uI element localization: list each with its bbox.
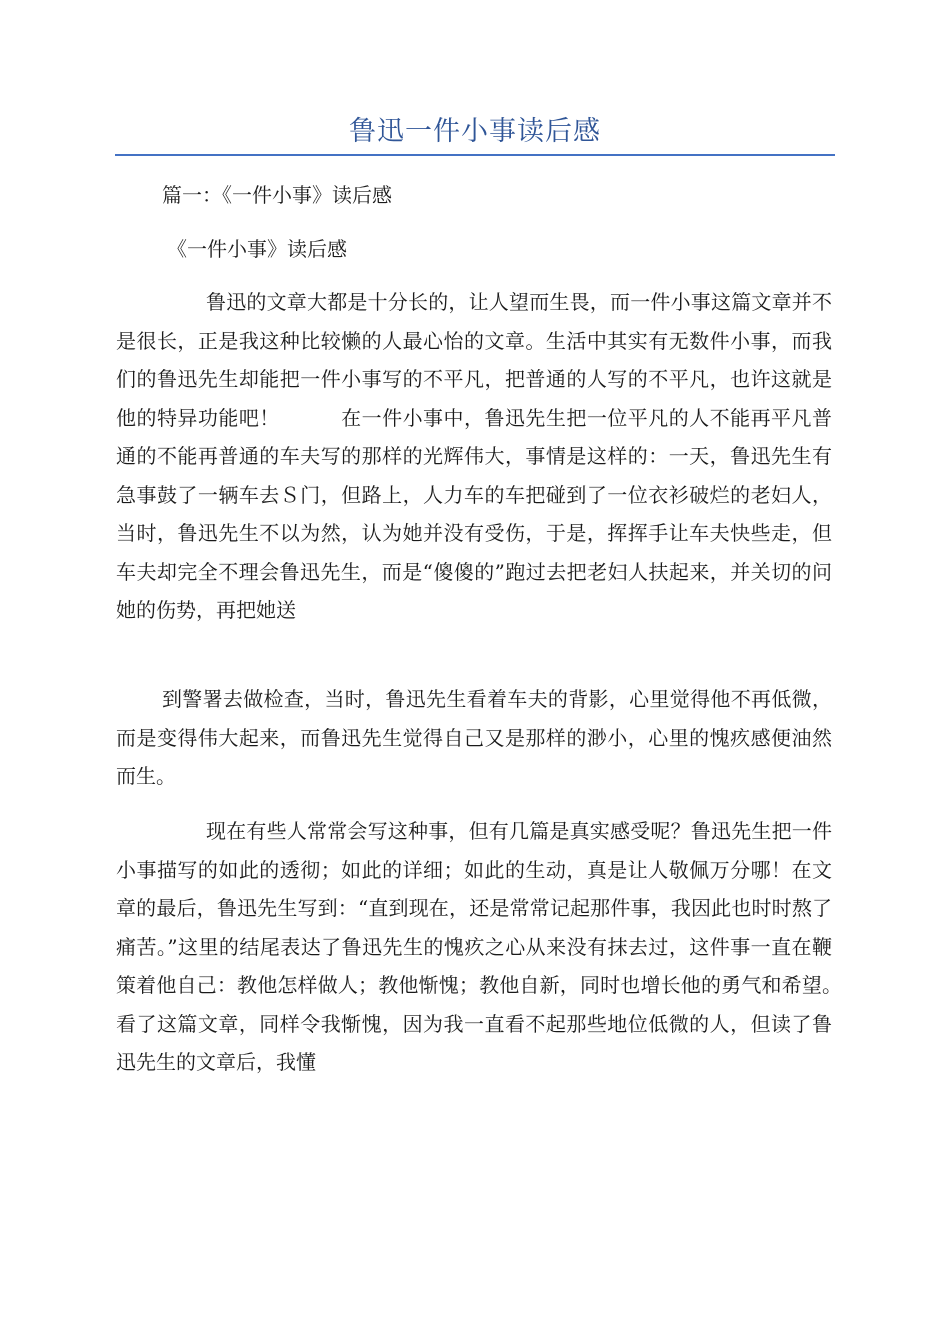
body-paragraph-2: 到警署去做检查，当时，鲁迅先生看着车夫的背影，心里觉得他不再低微，而是变得伟大起来，而鲁迅先生觉得自己又是那样的渺小，心里的愧疚感便油然而生。 bbox=[116, 687, 832, 788]
title-underline bbox=[115, 154, 835, 156]
sub-heading: 《一件小事》读后感 bbox=[167, 237, 347, 261]
body-paragraph-1: 鲁迅的文章大都是十分长的，让人望而生畏，而一件小事这篇文章并不是很长，正是我这种比较懒的人最心怡的文章。生活中其实有无数件小事，而我们的鲁迅先生却能把一件小事写的不平凡，把普通的人写的不平凡，也许这就是他的特异功能吧！ 在一件小事中，鲁迅先生把一位平凡的人不能再平凡普通的不能再普通的车夫写的那样的光辉伟大，事情是这样的：一天，鲁迅先生有急事鼓了一辆车去Ｓ门，但路上，人力车的车把碰到了一位衣衫破烂的老妇人，当时，鲁迅先生不以为然，认为她并没有受伤，于是，挥挥手让车夫快些走，但车夫却完全不理会鲁迅先生，而是“傻傻的”跑过去把老妇人扶起来，并关切的问她的伤势，再把她送 bbox=[116, 290, 832, 622]
document-title: 鲁迅一件小事读后感 bbox=[349, 116, 601, 147]
section-heading: 篇一：《一件小事》读后感 bbox=[162, 183, 392, 207]
body-paragraph-3: 现在有些人常常会写这种事，但有几篇是真实感受呢？鲁迅先生把一件小事描写的如此的透彻；如此的详细；如此的生动，真是让人敬佩万分哪！在文章的最后，鲁迅先生写到：“直到现在，还是常常记起那件事，我因此也时时熬了痛苦。”这里的结尾表达了鲁迅先生的愧疚之心从来没有抹去过，这件事一直在鞭策着他自己：教他怎样做人；教他惭愧；教他自新，同时也增长他的勇气和希望。 看了这篇文章，同样令我惭愧，因为我一直看不起那些地位低微的人，但读了鲁迅先生的文章后，我懂 bbox=[116, 819, 892, 1074]
